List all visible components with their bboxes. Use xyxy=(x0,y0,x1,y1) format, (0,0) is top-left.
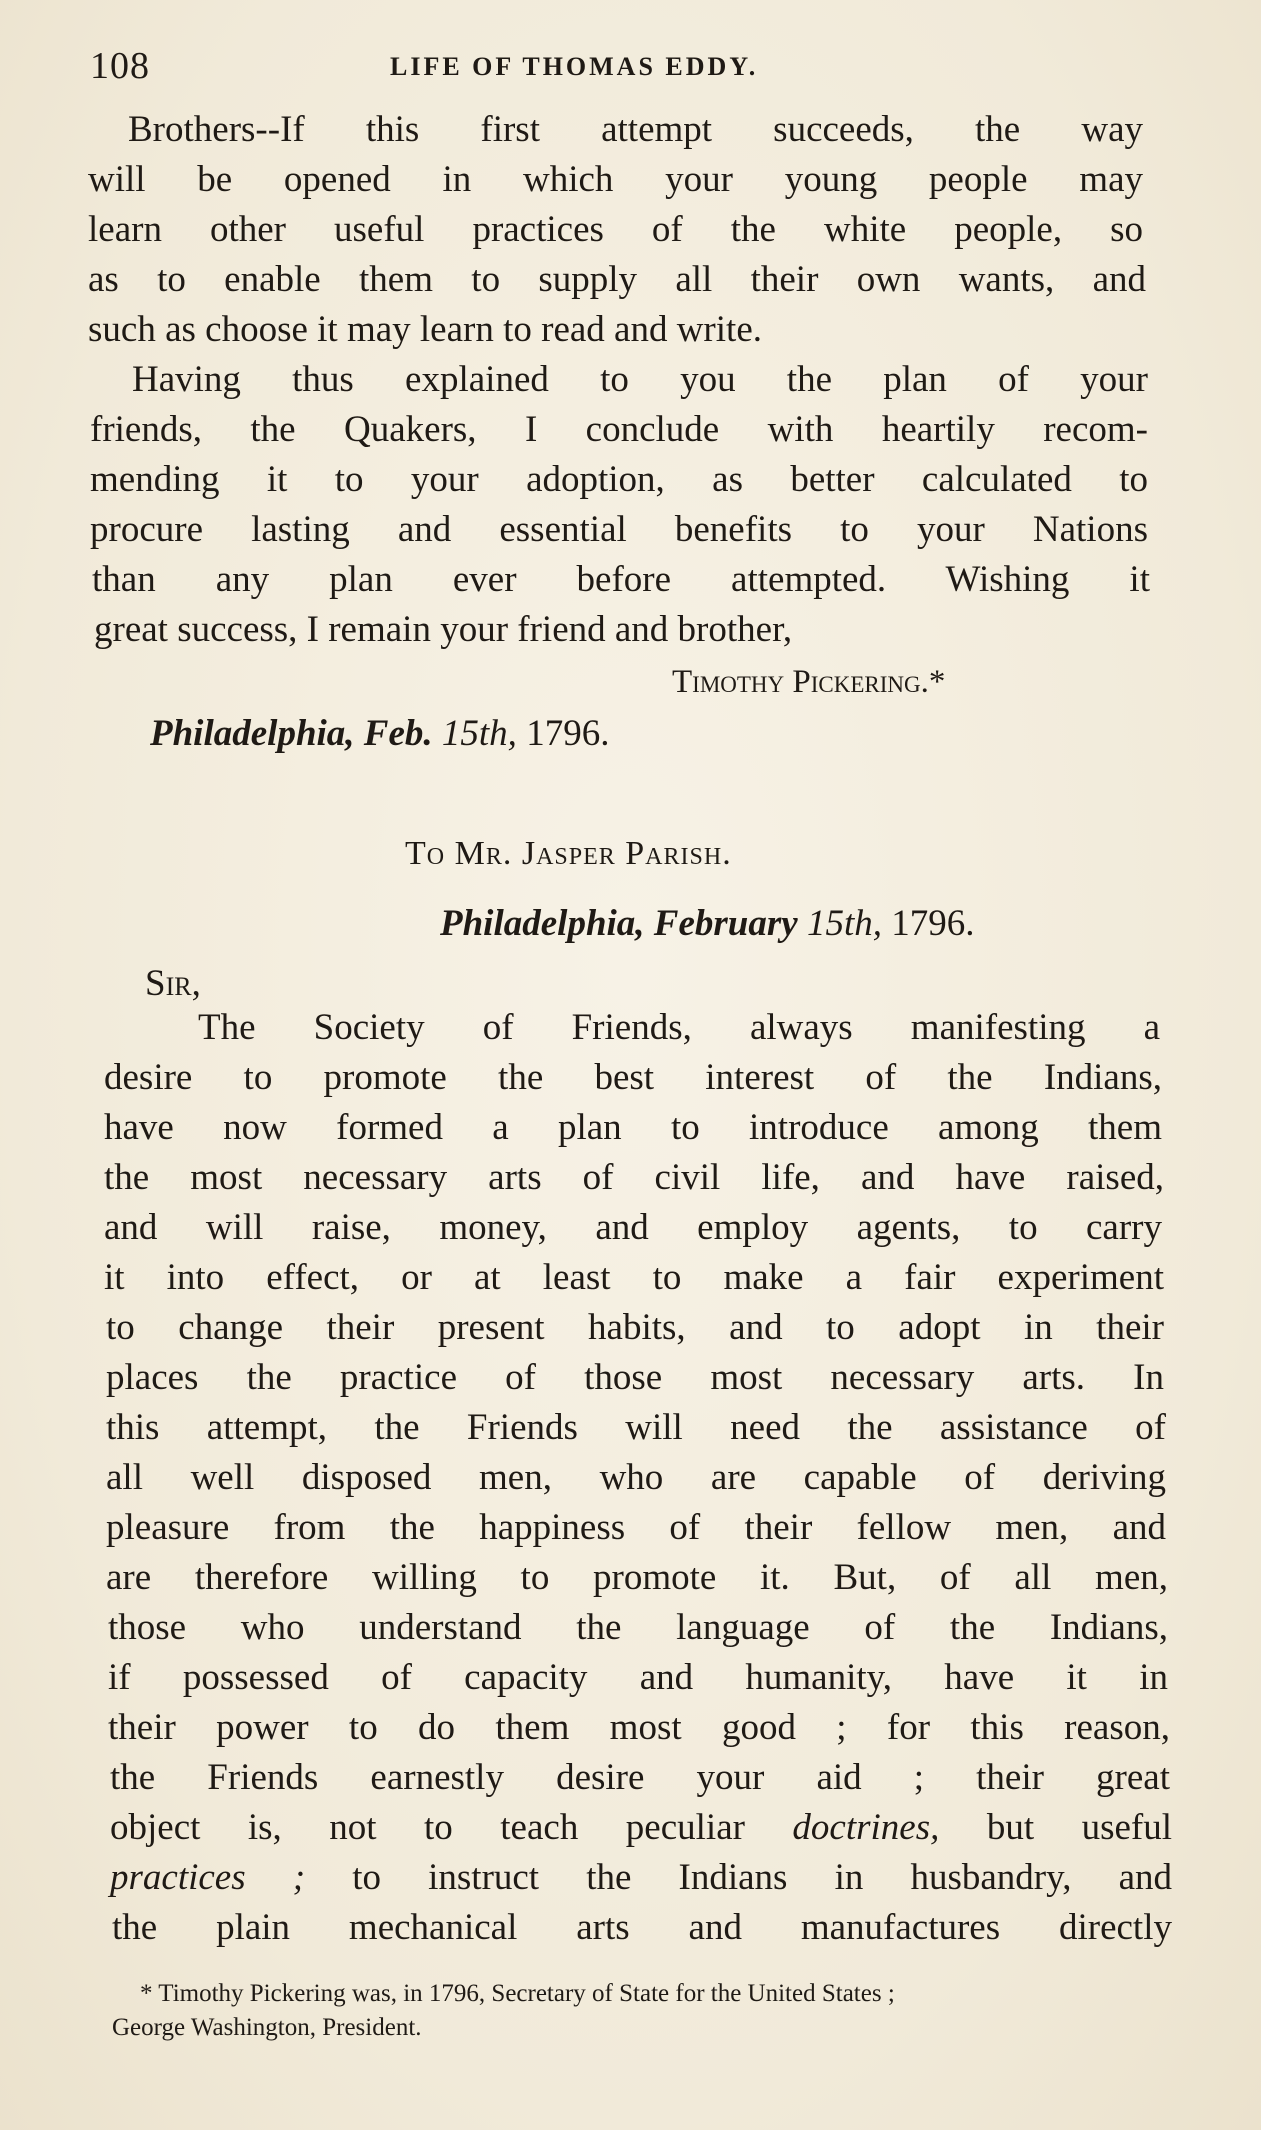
letter-line-13: those who understand the language of the Indians, xyxy=(108,1607,1168,1648)
letter-line-12: are therefore willing to promote it. But, of all men, xyxy=(106,1557,1168,1598)
para1-line-2: will be opened in which your young people may xyxy=(88,159,1143,200)
letter-line-18-b: to instruct the Indians in husbandry, and xyxy=(352,1857,1173,1898)
page-number: 108 xyxy=(90,45,150,87)
letter-line-1: The Society of Friends, always manifesting a xyxy=(198,1007,1160,1048)
letter-line-7: to change their present habits, and to adopt in their xyxy=(106,1307,1164,1348)
dateline-2 xyxy=(440,902,974,946)
dateline-1-year: 1796. xyxy=(526,713,610,754)
running-head: LIFE OF THOMAS EDDY. xyxy=(390,52,759,81)
para1-line-3: learn other useful practices of the white people, so xyxy=(88,209,1143,250)
letter-line-5: and will raise, money, and employ agents, to carry xyxy=(104,1207,1162,1248)
dateline-1-place: Philadelphia, Feb. xyxy=(150,713,433,754)
para2-line-4: procure lasting and essential benefits to your Nations xyxy=(90,509,1148,550)
para1-line-4: as to enable them to supply all their own wants, and xyxy=(88,259,1146,300)
letter-line-10: all well disposed men, who are capable of deriving xyxy=(106,1457,1166,1498)
letter-line-17-emphasis: doctrines, xyxy=(792,1807,940,1848)
para2-line-3: mending it to your adoption, as better calculated to xyxy=(90,459,1148,500)
salutation: Sir, xyxy=(145,963,201,1004)
letter-line-14: if possessed of capacity and humanity, have it in xyxy=(108,1657,1168,1698)
letter-line-2: desire to promote the best interest of the Indians, xyxy=(104,1057,1162,1098)
dateline-2-place: Philadelphia, February xyxy=(440,903,798,944)
para2-line-6: great success, I remain your friend and brother, xyxy=(94,609,793,650)
letter-line-18-emphasis: practices ; xyxy=(110,1857,306,1898)
dateline-1 xyxy=(150,712,609,756)
letter-line-11: pleasure from the happiness of their fellow men, and xyxy=(106,1507,1166,1548)
dateline-1-day: 15th, xyxy=(441,713,517,754)
letter-line-16: the Friends earnestly desire your aid ; their great xyxy=(110,1757,1170,1798)
letter-line-17-a: object is, not to teach peculiar xyxy=(110,1807,745,1848)
footnote-line-1: * Timothy Pickering was, in 1796, Secretary of State for the United States ; xyxy=(140,1980,895,2007)
letter-line-8: places the practice of those most necessary arts. In xyxy=(106,1357,1164,1398)
para2-line-2: friends, the Quakers, I conclude with heartily recom- xyxy=(90,409,1148,450)
letter-heading: To Mr. Jasper Parish. xyxy=(405,835,732,872)
dateline-2-day: 15th, xyxy=(806,903,882,944)
letter-line-17 xyxy=(110,1806,1172,1850)
footnote-line-2: George Washington, President. xyxy=(112,2014,422,2041)
page-header xyxy=(90,44,1150,94)
para1-line-1: Brothers--If this first attempt succeeds, the way xyxy=(128,109,1143,150)
para1-line-5: such as choose it may learn to read and write. xyxy=(88,309,762,350)
signature: Timothy Pickering.* xyxy=(672,664,946,700)
letter-line-18 xyxy=(110,1856,1172,1900)
letter-line-6: it into effect, or at least to make a fair experiment xyxy=(104,1257,1164,1298)
para2-line-1: Having thus explained to you the plan of your xyxy=(132,359,1148,400)
letter-line-4: the most necessary arts of civil life, and have raised, xyxy=(104,1157,1164,1198)
para2-line-5: than any plan ever before attempted. Wishing it xyxy=(92,559,1150,600)
letter-line-3: have now formed a plan to introduce among them xyxy=(104,1107,1162,1148)
dateline-2-year: 1796. xyxy=(891,903,975,944)
letter-line-9: this attempt, the Friends will need the assistance of xyxy=(106,1407,1166,1448)
letter-line-15: their power to do them most good ; for this reason, xyxy=(108,1707,1170,1748)
letter-line-17-c: but useful xyxy=(986,1807,1172,1848)
letter-line-19: the plain mechanical arts and manufactures directly xyxy=(112,1907,1172,1948)
